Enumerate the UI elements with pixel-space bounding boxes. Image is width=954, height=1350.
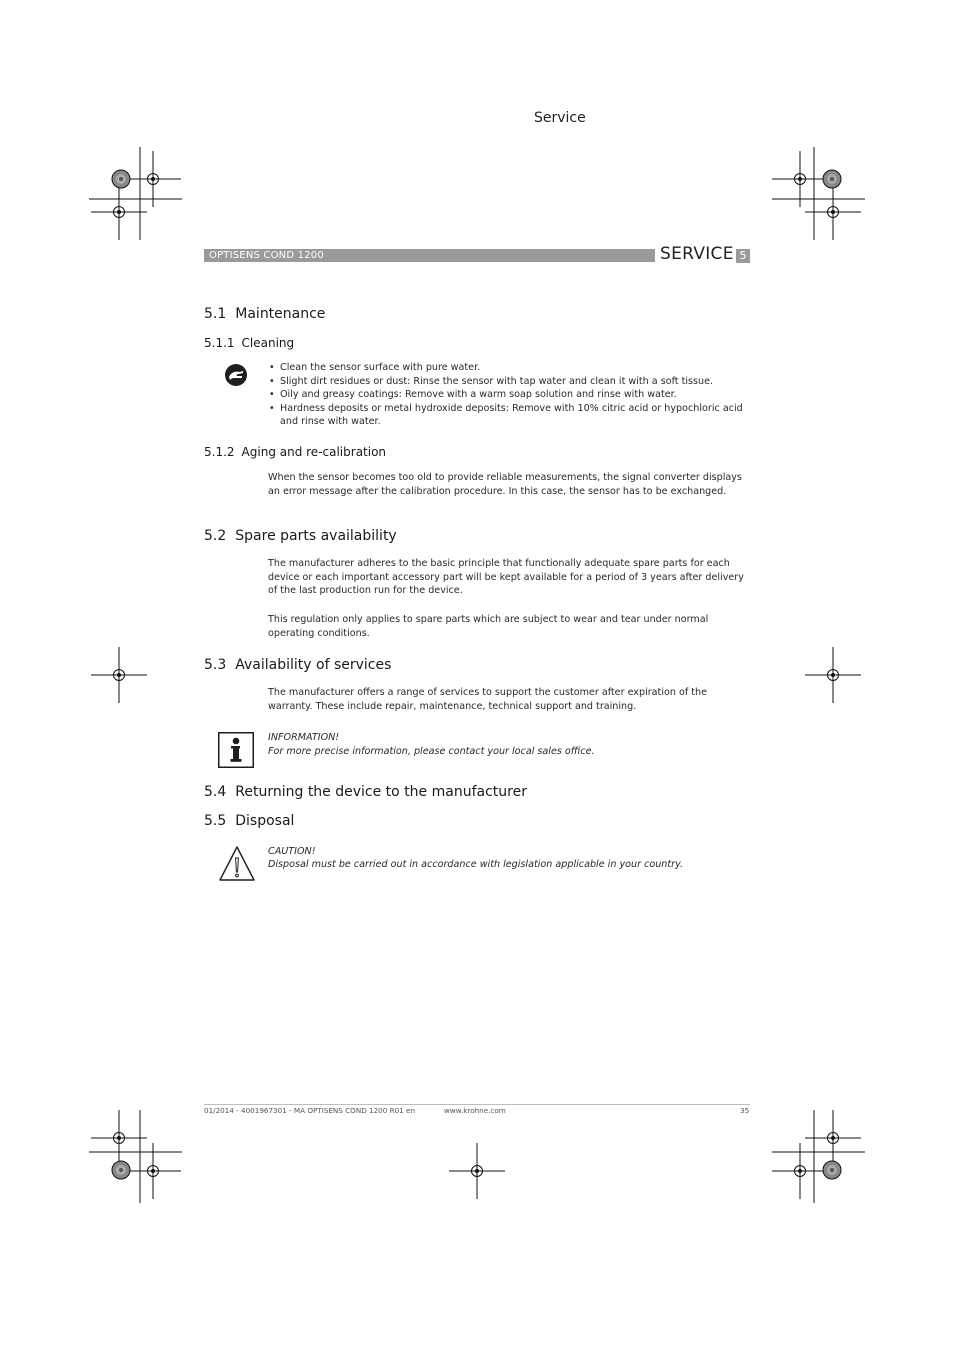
footer-website: www.krohne.com bbox=[444, 1106, 506, 1115]
running-header: Service bbox=[534, 110, 586, 126]
registration-dial-icon bbox=[823, 170, 841, 188]
subsection-title: Cleaning bbox=[241, 336, 295, 350]
list-item: • Slight dirt residues or dust: Rinse the sensor with tap water and clean it with a soft tissue. bbox=[268, 375, 750, 389]
subsection-number: 5.1.2 bbox=[204, 445, 235, 459]
section-title: Spare parts availability bbox=[235, 528, 397, 544]
list-item: • Clean the sensor surface with pure water. bbox=[268, 361, 750, 375]
list-item: • Hardness deposits or metal hydroxide deposits: Remove with 10% citric acid or hypochloric acid and rinse with water. bbox=[268, 402, 750, 429]
crop-mark-icon bbox=[91, 647, 147, 703]
chapter-title: SERVICE bbox=[660, 244, 734, 264]
registration-dial-icon bbox=[112, 170, 130, 188]
aging-paragraph: When the sensor becomes too old to provide reliable measurements, the signal converter displays an error message after the calibration procedure. In this case, the sensor has to be exchanged. bbox=[268, 472, 742, 497]
chapter-number: 5 bbox=[736, 249, 750, 263]
list-item: • Oily and greasy coatings: Remove with a warm soap solution and rinse with water. bbox=[268, 388, 750, 402]
section-number: 5.2 bbox=[204, 528, 227, 544]
footer-doc-reference: 01/2014 - 4001967301 - MA OPTISENS COND 1200 R01 en bbox=[204, 1106, 415, 1115]
information-note-text: For more precise information, please contact your local sales office. bbox=[268, 746, 595, 757]
crop-mark-icon bbox=[805, 184, 861, 240]
section-number: 5.1 bbox=[204, 306, 227, 322]
spare-parts-paragraph-1: The manufacturer adheres to the basic principle that functionally adequate spare parts for each device or each important accessory part will be kept available for a period of 3 years after delivery of the last production run for the device. bbox=[268, 558, 744, 596]
section-title: Disposal bbox=[235, 813, 295, 829]
registration-dial-icon bbox=[112, 1161, 130, 1179]
spare-parts-paragraph-2: This regulation only applies to spare parts which are subject to wear and tear under normal operating conditions. bbox=[268, 614, 709, 639]
services-paragraph: The manufacturer offers a range of services to support the customer after expiration of the warranty. These include repair, maintenance, technical support and training. bbox=[268, 687, 708, 712]
information-note-title: INFORMATION! bbox=[268, 732, 340, 743]
product-name: OPTISENS COND 1200 bbox=[209, 250, 324, 261]
section-title: Availability of services bbox=[235, 657, 392, 673]
caution-note-text: Disposal must be carried out in accordance with legislation applicable in your country. bbox=[268, 859, 684, 870]
crop-mark-icon bbox=[91, 184, 147, 240]
crop-mark-icon bbox=[805, 1110, 861, 1166]
crop-mark-icon bbox=[772, 1143, 828, 1199]
footer-page-number: 35 bbox=[740, 1106, 750, 1115]
section-title: Returning the device to the manufacturer bbox=[235, 784, 527, 800]
registration-dial-icon bbox=[823, 1161, 841, 1179]
crop-mark-icon bbox=[125, 1143, 181, 1199]
caution-note-title: CAUTION! bbox=[268, 846, 316, 857]
section-title: Maintenance bbox=[235, 306, 326, 322]
section-number: 5.5 bbox=[204, 813, 227, 829]
section-number: 5.4 bbox=[204, 784, 227, 800]
crop-mark-icon bbox=[91, 1110, 147, 1166]
crop-mark-icon bbox=[805, 647, 861, 703]
section-number: 5.3 bbox=[204, 657, 227, 673]
subsection-title: Aging and re-calibration bbox=[241, 445, 387, 459]
subsection-number: 5.1.1 bbox=[204, 336, 235, 350]
crop-mark-icon bbox=[449, 1143, 505, 1199]
